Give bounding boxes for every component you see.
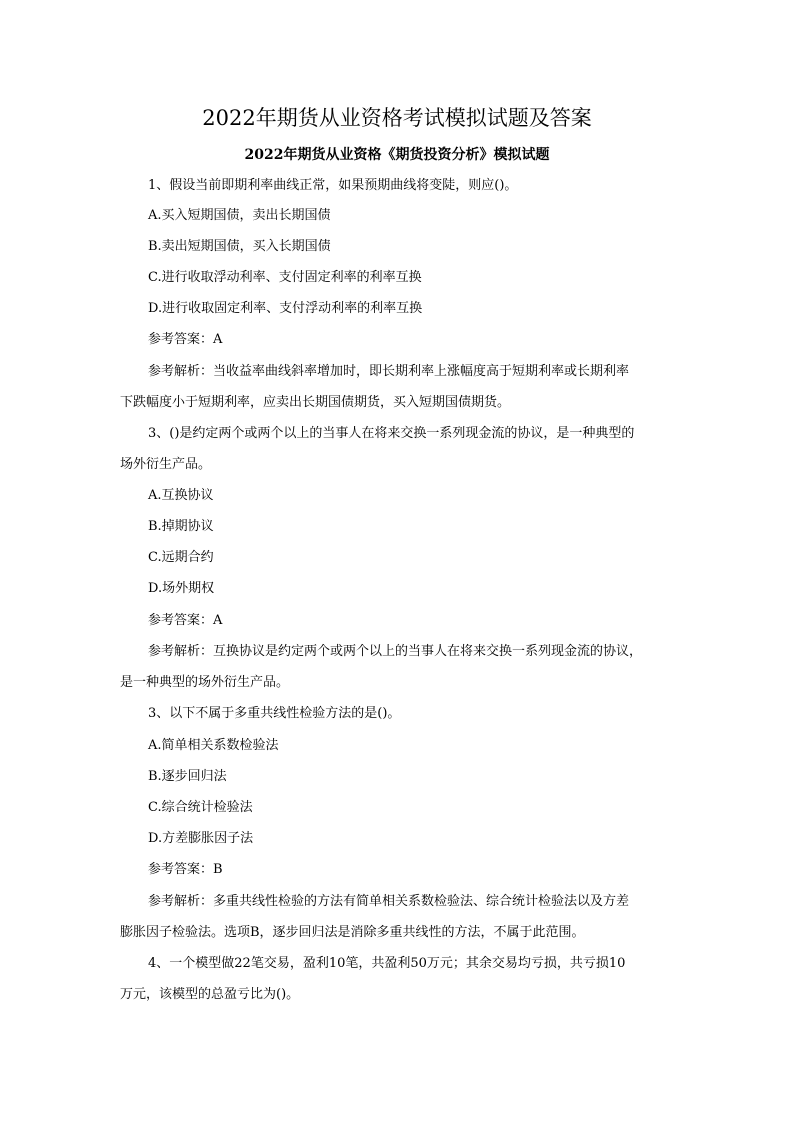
question-1-analysis-line-1: 参考解析：当收益率曲线斜率增加时，即长期利率上涨幅度高于短期利率或长期利率: [148, 364, 630, 379]
page-title: 2022年期货从业资格考试模拟试题及答案: [202, 106, 592, 130]
question-2-analysis-line-1: 参考解析：互换协议是约定两个或两个以上的当事人在将来交换一系列现金流的协议，: [148, 644, 643, 659]
page-subtitle: 2022年期货从业资格《期货投资分析》模拟试题: [244, 147, 550, 163]
question-3-stem: 3、以下不属于多重共线性检验方法的是()。: [148, 706, 401, 721]
question-3-analysis-line-2: 膨胀因子检验法。选项B，逐步回归法是消除多重共线性的方法，不属于此范围。: [120, 925, 585, 940]
question-2-option-a: A.互换协议: [148, 488, 214, 503]
question-1-option-b: B.卖出短期国债，买入长期国债: [148, 239, 331, 254]
question-2-answer: 参考答案：A: [148, 613, 223, 628]
question-1-option-a: A.买入短期国债，卖出长期国债: [148, 208, 331, 223]
question-4-stem-line-1: 4、一个模型做22笔交易，盈利10笔，共盈利50万元；其余交易均亏损，共亏损10: [148, 956, 626, 971]
question-2-option-b: B.掉期协议: [148, 519, 214, 534]
question-3-option-b: B.逐步回归法: [148, 769, 227, 784]
question-1-stem: 1、假设当前即期利率曲线正常，如果预期曲线将变陡，则应()。: [148, 178, 518, 193]
question-1-answer: 参考答案：A: [148, 332, 223, 347]
question-3-option-d: D.方差膨胀因子法: [148, 831, 254, 846]
question-2-option-c: C.远期合约: [148, 550, 214, 565]
question-2-option-d: D.场外期权: [148, 581, 215, 596]
question-3-option-a: A.简单相关系数检验法: [148, 738, 279, 753]
question-2-stem-line-2: 场外衍生产品。: [120, 457, 212, 472]
question-3-option-c: C.综合统计检验法: [148, 800, 253, 815]
question-1-option-d: D.进行收取固定利率、支付浮动利率的利率互换: [148, 301, 423, 316]
question-3-answer: 参考答案：B: [148, 862, 223, 877]
question-1-analysis-line-2: 下跌幅度小于短期利率，应卖出长期国债期货，买入短期国债期货。: [120, 395, 511, 410]
question-2-analysis-line-2: 是一种典型的场外衍生产品。: [120, 675, 290, 690]
question-3-analysis-line-1: 参考解析：多重共线性检验的方法有简单相关系数检验法、综合统计检验法以及方差: [148, 894, 630, 909]
question-1-option-c: C.进行收取浮动利率、支付固定利率的利率互换: [148, 270, 422, 285]
question-4-stem-line-2: 万元，该模型的总盈亏比为()。: [120, 987, 300, 1002]
question-2-stem-line-1: 3、()是约定两个或两个以上的当事人在将来交换一系列现金流的协议，是一种典型的: [148, 426, 635, 441]
